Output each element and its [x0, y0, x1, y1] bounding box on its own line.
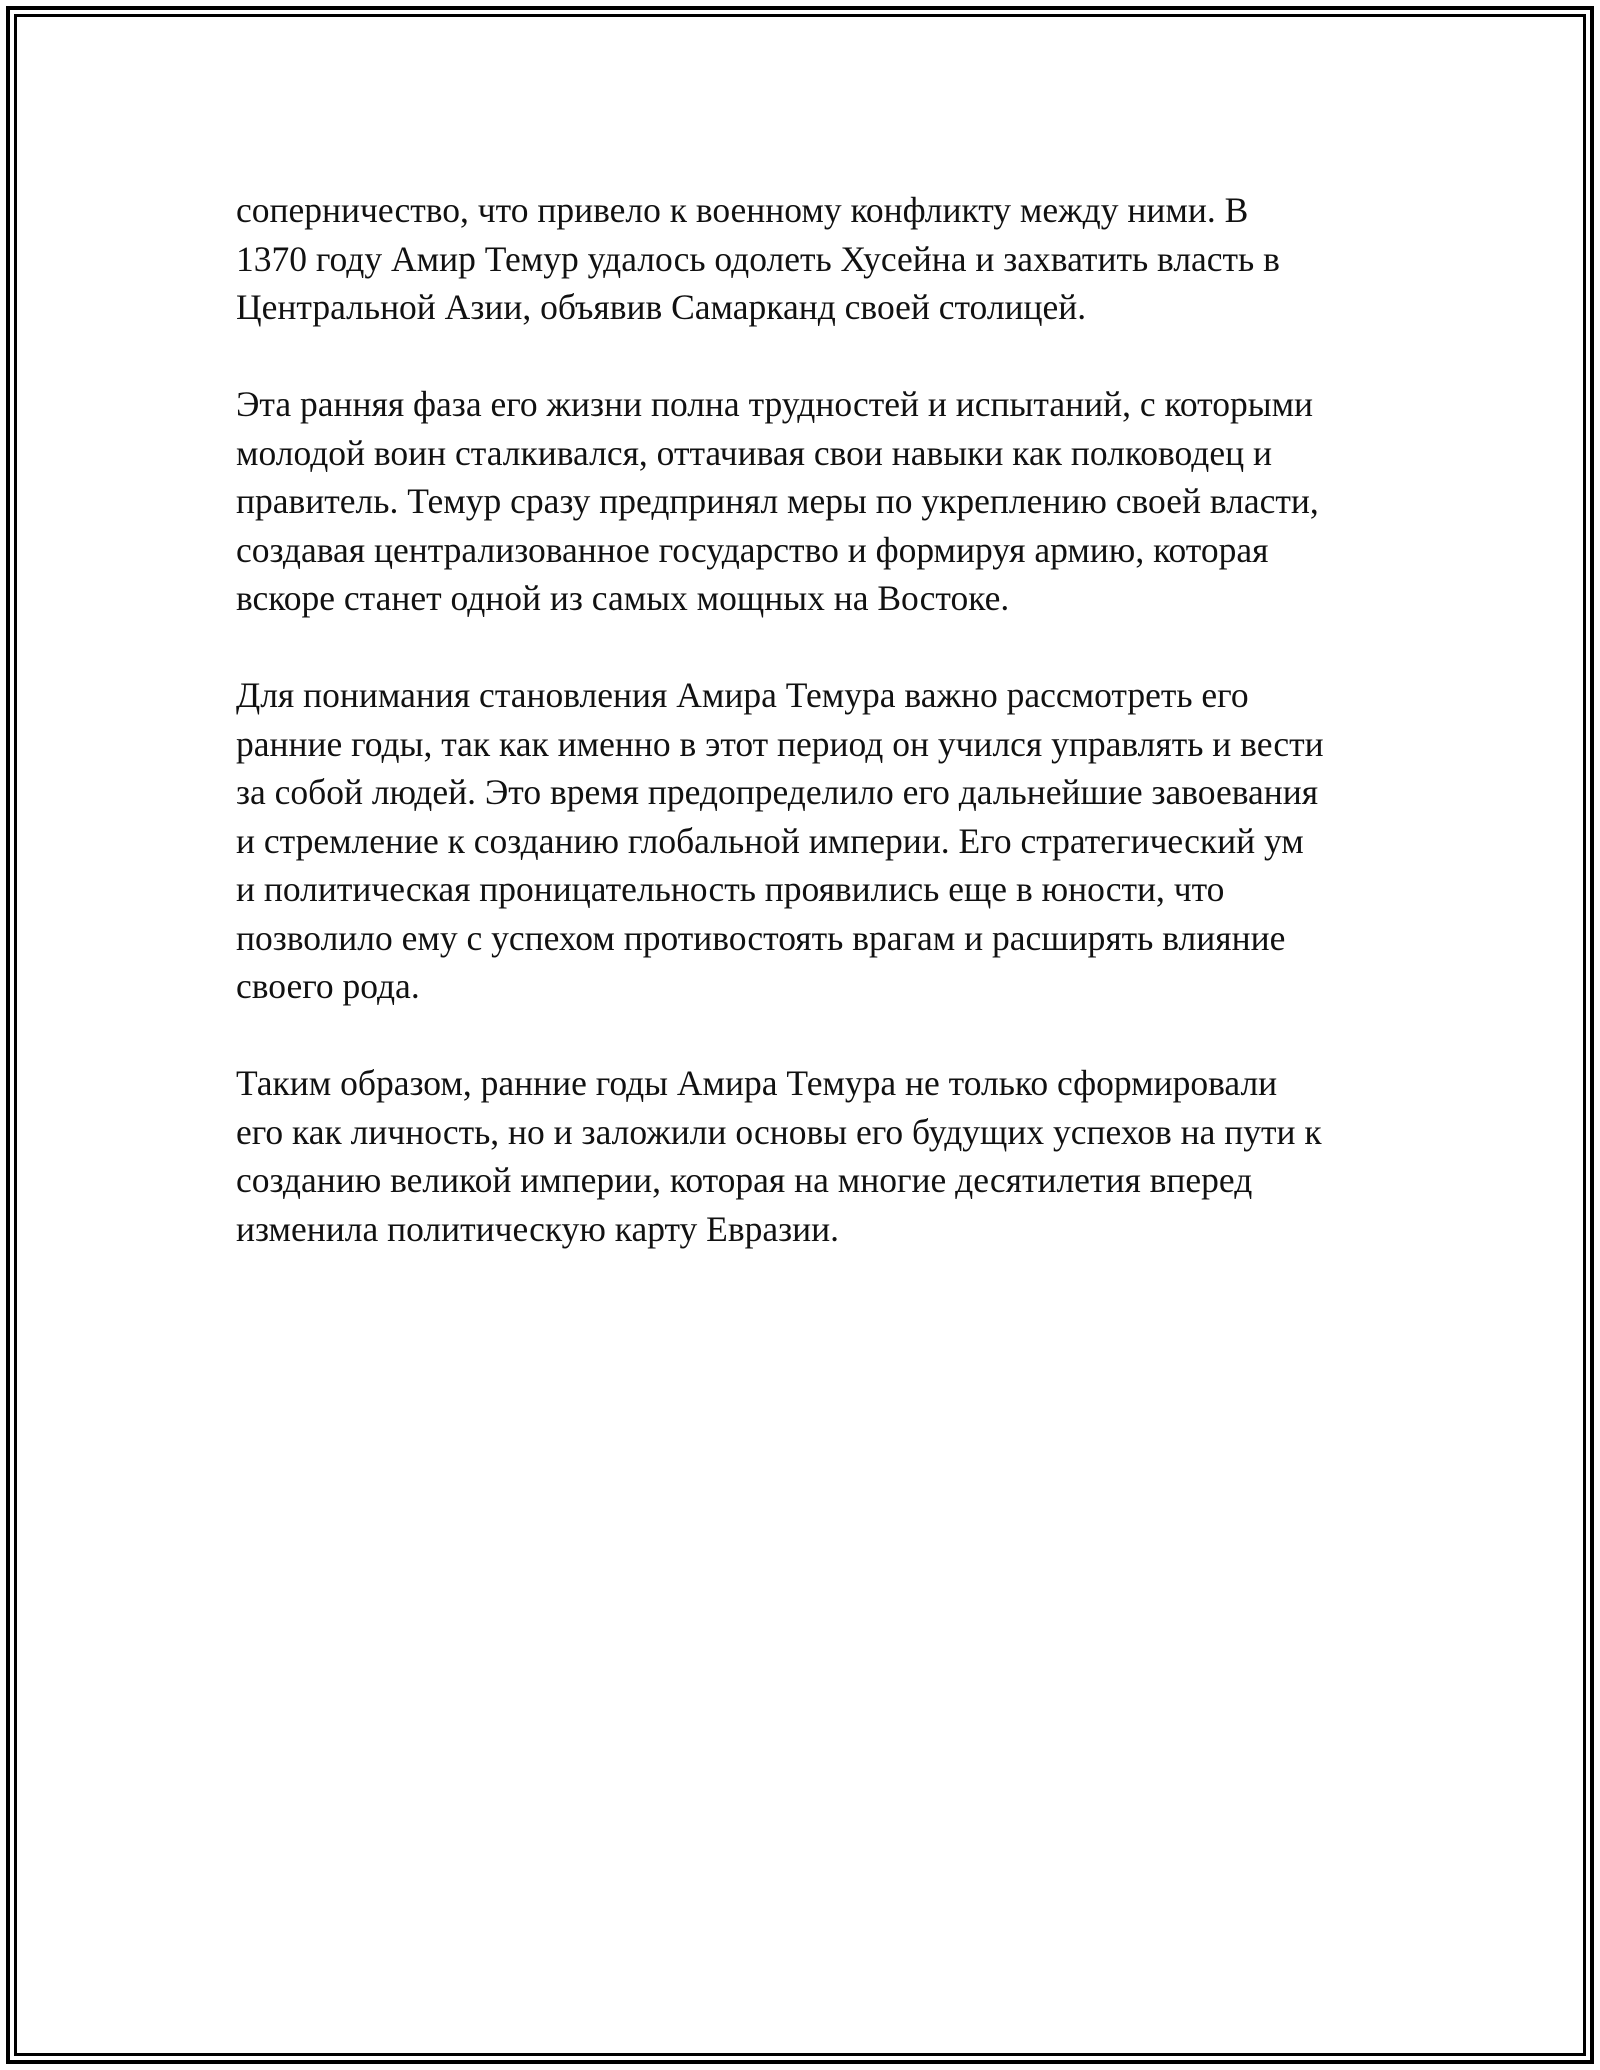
text-line: его как личность, но и заложили основы его будущих успехов на пути к: [236, 1111, 1322, 1152]
text-line: и политическая проницательность проявились еще в юности, что: [236, 869, 1225, 909]
text-line: позволило ему с успехом противостоять врагам и расширять влияние: [236, 917, 1286, 958]
text-line: созданию великой империи, которая на многие десятилетия вперед: [236, 1160, 1253, 1200]
paragraph-1: [236, 186, 1376, 332]
text-line: своего рода.: [236, 966, 420, 1006]
paragraph-3: [236, 671, 1376, 1011]
text-line: 1370 году Амир Темур удалось одолеть Хусейна и захватить власть в: [236, 238, 1280, 279]
text-line: создавая централизованное государство и формируя армию, которая: [236, 529, 1269, 570]
text-line: молодой воин сталкивался, оттачивая свои навыки как полководец и: [236, 432, 1272, 473]
paragraph-4: [236, 1059, 1376, 1253]
text-line: правитель. Темур сразу предпринял меры по укреплению своей власти,: [236, 481, 1319, 521]
text-line: соперничество, что привело к военному конфликту между ними. В: [236, 190, 1249, 230]
text-line: и стремление к созданию глобальной империи. Его стратегический ум: [236, 820, 1304, 861]
text-line: Таким образом, ранние годы Амира Темура не только сформировали: [236, 1063, 1278, 1103]
paragraph-2: [236, 380, 1376, 623]
text-line: Центральной Азии, объявив Самарканд своей столицей.: [236, 287, 1087, 327]
text-line: изменила политическую карту Евразии.: [236, 1208, 839, 1249]
text-line: Для понимания становления Амира Темура важно рассмотреть его: [236, 675, 1249, 715]
text-line: за собой людей. Это время предопределило его дальнейшие завоевания: [236, 772, 1319, 812]
text-line: ранние годы, так как именно в этот период он учился управлять и вести: [236, 723, 1324, 764]
text-line: Эта ранняя фаза его жизни полна трудностей и испытаний, с которыми: [236, 384, 1314, 424]
document-body: [236, 186, 1376, 1302]
text-line: вскоре станет одной из самых мощных на Востоке.: [236, 578, 1010, 618]
